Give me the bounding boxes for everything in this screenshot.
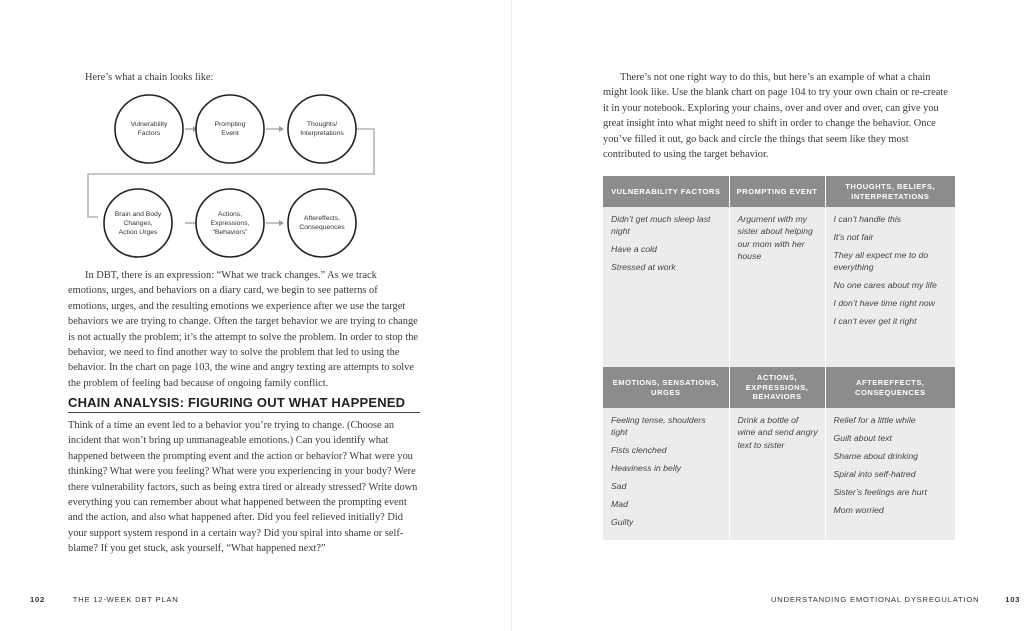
chain-node-6-label-a: Aftereffects, [303,215,341,222]
list-item: Guilty [611,516,634,527]
list-item: Mad [611,499,628,510]
chain-node-4-label-b: Changes, [123,220,153,227]
body-paragraph-1: In DBT, there is an expression: “What we track changes.” As we track emotions, urges, and behaviors on a diary card, we begin to see patterns of emotions, urges, and the resulting emotions we experience after we use the target behaviors we are trying to change. Often the target behavior we are trying to change is not actually the problem; it’s the attempt to solve the problem. In order to stop the behavior, we need to find another way to solve the problem that led to using the behavior. In the chart on page 103, the wine and angry texting are attempts to solve the problem of feeling bad because of ongoing family conflict. [68,270,419,389]
arrow-head-4 [279,220,284,226]
list-item: Relief for a little while [833,415,916,425]
chain-node-3-label-a: Thoughts/ [306,121,338,128]
chain-table-2 [603,367,955,540]
list-item: Shame about drinking [833,450,919,461]
list-item: It’s not fair [833,231,874,242]
table-2-col-actions [729,408,825,540]
table-2-header-emotions: EMOTIONS, SENSATIONS, URGES [603,367,729,408]
chain-node-3 [288,95,356,163]
chain-node-2-label-b: Event [221,130,239,137]
table-1-body-row [603,207,955,369]
list-item: Didn’t get much sleep last night [611,214,711,237]
list-item: Heaviness in belly [611,463,682,474]
table-2-header-row [603,367,955,408]
table-1-col-vulnerability [603,207,729,369]
table-1-header-row [603,176,955,207]
table-1-col-prompting [729,207,825,369]
chain-node-1-label-a: Vulnerability [130,121,168,128]
left-footer [30,595,179,604]
list-item: Drink a bottle of wine and send angry text to sister [737,415,818,450]
table-2-header-actions: ACTIONS, EXPRESSIONS, BEHAVIORS [729,367,825,408]
table-1-col-thoughts [825,207,955,369]
list-item: Spiral into self-hatred [833,468,916,479]
list-item: Sister’s feelings are hurt [833,486,927,497]
list-item: Guilt about text [833,432,892,443]
list-item: I can’t handle this [833,214,902,224]
chain-node-5-label-a: Actions, [217,211,243,218]
table-1-header-vulnerability: VULNERABILITY FACTORS [603,176,729,207]
chain-node-6 [288,189,356,257]
running-title-left: THE 12-WEEK DBT PLAN [72,595,179,604]
chain-node-5-label-b: Expressions, [210,220,250,227]
table-2-col-emotions [603,408,729,540]
list-item: I don’t have time right now [833,298,935,309]
book-spine [511,0,512,631]
table-2-header-aftereffects: AFTEREFFECTS, CONSEQUENCES [825,367,955,408]
list-item: Feeling tense, shoulders tight [611,415,706,438]
table-2-col-aftereffects [825,408,955,540]
intro-text: Here’s what a chain looks like: [85,72,214,83]
chain-node-1-label-b: Factors [137,130,161,137]
table-2-body-row [603,408,955,540]
list-item: Fists clenched [611,445,667,456]
list-item: Stressed at work [611,262,676,273]
list-item: Have a cold [611,244,657,255]
table-1-header-thoughts: THOUGHTS, BELIEFS, INTERPRETATIONS [825,176,955,207]
list-item: No one cares about my life [833,280,937,291]
page-number-left: 102 [30,595,46,604]
chain-node-2 [196,95,264,163]
section-heading: CHAIN ANALYSIS: FIGURING OUT WHAT HAPPENED [68,395,420,413]
page-number-right: 103 [1005,595,1021,604]
chain-node-5-label-c: “Behaviors” [212,229,248,236]
list-item: Mom worried [833,504,884,515]
chain-node-6-label-b: Consequences [299,224,345,231]
arrow-head-2 [279,126,284,132]
list-item: Argument with my sister about helping our mom with her house [737,214,813,262]
list-item: They all expect me to do everything [833,249,929,273]
right-footer [771,595,1020,604]
chain-node-3-label-b: Interpretations [300,130,344,137]
right-body-paragraph: There’s not one right way to do this, but here’s an example of what a chain might look like. Use the blank chart on page 104 to try your own chain or re-create it in your notebook. Exploring your chains, over and over and over, can give you great insight into what might need to shift in order to change the behavior. Once you’ve filled it out, go back and circle the things that seem like they most contributed to using the target behavior. [603,72,948,161]
list-item: Sad [611,481,627,492]
chain-node-4-label-a: Brain and Body [114,211,162,218]
chain-node-2-label-a: Prompting [214,121,246,128]
table-1-header-prompting: PROMPTING EVENT [729,176,825,207]
chain-diagram [80,92,390,270]
chain-node-4-label-c: Action Urges [118,229,158,236]
chain-node-1 [115,95,183,163]
body-paragraph-2: Think of a time an event led to a behavior you’re trying to change. (Choose an incident that won’t bring up unmanageable emotions.) Can you identify what happened between the prompting event and the action or behavior? What were you thinking? What were you feeling? What were you experiencing in your body? Were there vulnerability factors, such as being extra tired or already stressed? Write down everything you can remember about what happened between the prompting event and the action, and also what happened after. Did you feel relieved initially? Did your support system respond in a certain way? Did you spiral into shame or self-blame? If you get stuck, ask yourself, “What happened next?” [68,420,418,555]
chain-table-1 [603,176,955,369]
running-title-right: UNDERSTANDING EMOTIONAL DYSREGULATION [771,595,980,604]
list-item: I can’t ever get it right [833,315,917,326]
